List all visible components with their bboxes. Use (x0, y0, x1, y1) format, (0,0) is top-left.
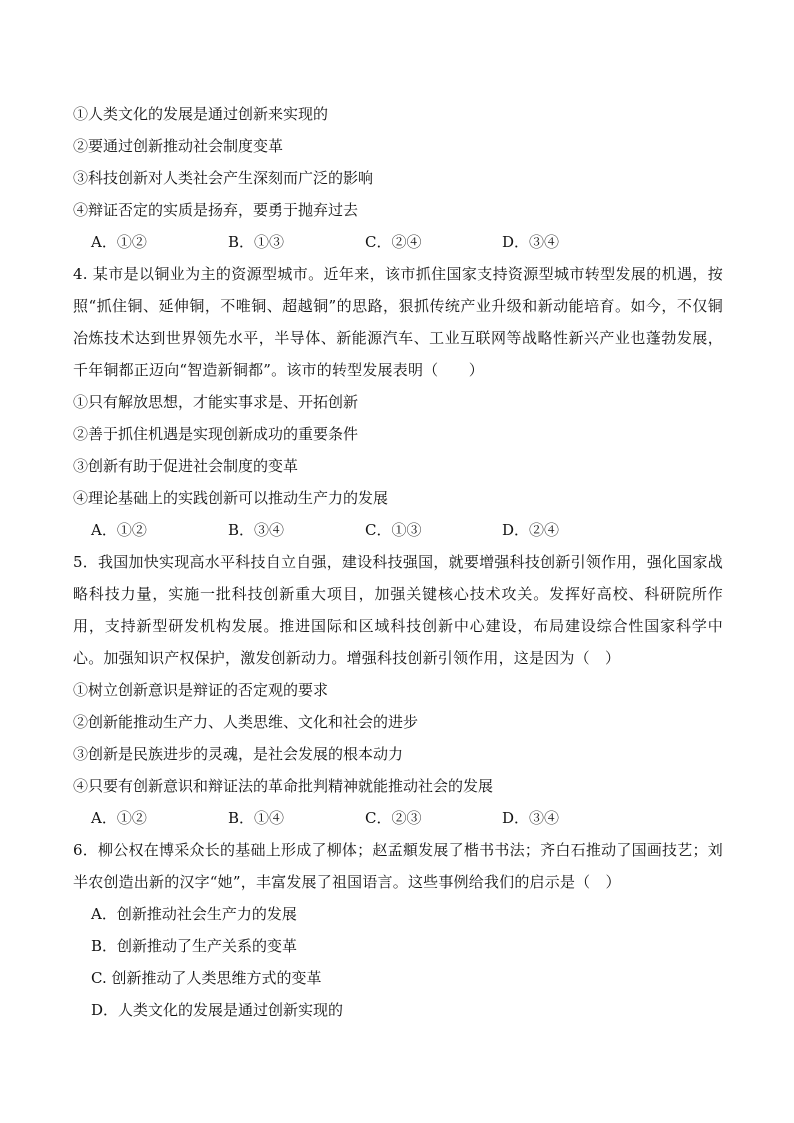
q4-item-2: ②善于抓住机遇是实现创新成功的重要条件 (73, 425, 359, 443)
q4-option-b[interactable]: B．③④ (228, 521, 285, 539)
q5-option-d[interactable]: D．③④ (502, 809, 560, 827)
q5-option-a[interactable]: A．①② (91, 809, 147, 827)
q3-option-b[interactable]: B．①③ (228, 233, 285, 251)
q3-item-3: ③科技创新对人类社会产生深刻而广泛的影响 (73, 169, 374, 187)
q3-item-4: ④辩证否定的实质是扬弃，要勇于抛弃过去 (73, 201, 359, 219)
question-list (73, 98, 723, 1026)
q3-option-d[interactable]: D．③④ (502, 233, 560, 251)
q4-stem: 4. 某市是以铜业为主的资源型城市。近年来，该市抓住国家支持资源型城市转型发展的机遇，按照“抓住铜、延伸铜，不唯铜、超越铜”的思路，狠抓传统产业升级和新动能培育。如今，不仅铜冶炼技术达到世界领先水平，半导体、新能源汽车、工业互联网等战略性新兴产业也蓬勃发展，千年铜都正迈向“智造新铜都”。该市的转型发展表明（ ） (73, 265, 723, 379)
q4-options (73, 514, 723, 546)
q4-item-4: ④理论基础上的实践创新可以推动生产力的发展 (73, 489, 389, 507)
q6-option-a[interactable]: A．创新推动社会生产力的发展 (91, 905, 297, 923)
q5-item-1: ①树立创新意识是辩证的否定观的要求 (73, 681, 329, 699)
q6-option-b[interactable]: B．创新推动了生产关系的变革 (91, 937, 298, 955)
q4-option-d[interactable]: D．②④ (502, 521, 560, 539)
q6-option-c[interactable]: C. 创新推动了人类思维方式的变革 (91, 969, 322, 987)
q6-stem: 6．柳公权在博采众长的基础上形成了柳体；赵孟頫发展了楷书书法；齐白石推动了国画技艺；刘半农创造出新的汉字“她”，丰富发展了祖国语言。这些事例给我们的启示是（ ） (73, 841, 723, 891)
q5-item-4: ④只要有创新意识和辩证法的革命批判精神就能推动社会的发展 (73, 777, 494, 795)
q3-item-2: ②要通过创新推动社会制度变革 (73, 137, 284, 155)
q4-item-1: ①只有解放思想，才能实事求是、开拓创新 (73, 393, 359, 411)
q5-option-b[interactable]: B．①④ (228, 809, 285, 827)
q4-option-a[interactable]: A．①② (91, 521, 147, 539)
q4-item-3: ③创新有助于促进社会制度的变革 (73, 457, 299, 475)
question-3 (73, 98, 723, 258)
q5-option-c[interactable]: C．②③ (365, 809, 422, 827)
q5-item-2: ②创新能推动生产力、人类思维、文化和社会的进步 (73, 713, 419, 731)
q6-option-d[interactable]: D．人类文化的发展是通过创新实现的 (91, 1001, 344, 1019)
q5-options (73, 802, 723, 834)
question-5 (73, 546, 723, 834)
question-6 (73, 834, 723, 1026)
q5-item-3: ③创新是民族进步的灵魂，是社会发展的根本动力 (73, 745, 404, 763)
question-4 (73, 258, 723, 546)
q5-stem: 5．我国加快实现高水平科技自立自强，建设科技强国，就要增强科技创新引领作用，强化国家战略科技力量，实施一批科技创新重大项目，加强关键核心技术攻关。发挥好高校、科研院所作用，支持新型研发机构发展。推进国际和区域科技创新中心建设，布局建设综合性国家科学中心。加强知识产权保护，激发创新动力。增强科技创新引领作用，这是因为（ ） (73, 553, 723, 667)
q3-options (73, 226, 723, 258)
q3-item-1: ①人类文化的发展是通过创新来实现的 (73, 105, 329, 123)
q3-option-c[interactable]: C．②④ (365, 233, 422, 251)
q3-option-a[interactable]: A．①② (91, 233, 147, 251)
q4-option-c[interactable]: C．①③ (365, 521, 422, 539)
